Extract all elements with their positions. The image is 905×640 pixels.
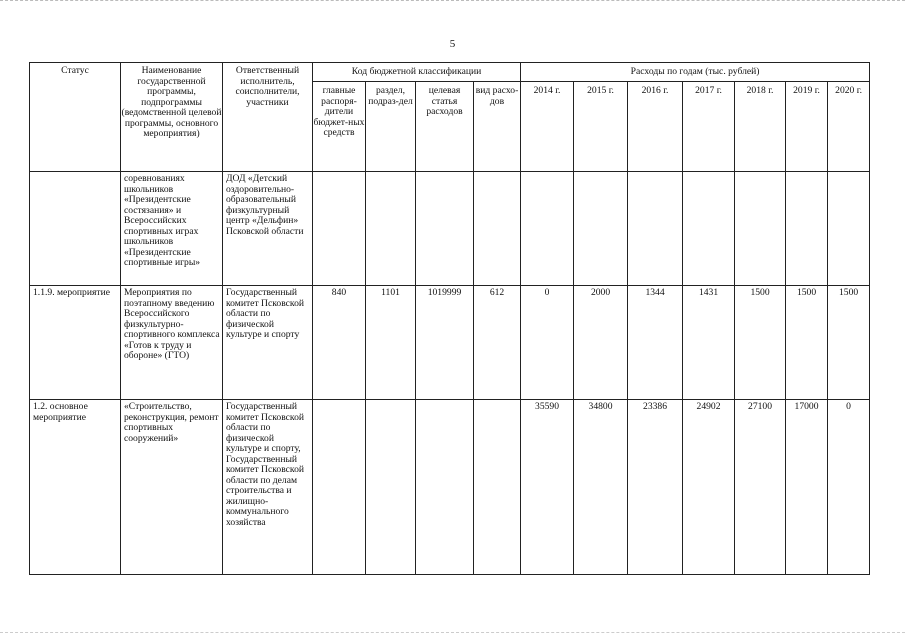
header-year-2014: 2014 г. — [521, 82, 574, 172]
header-responsible: Ответственный исполнитель, соисполнители, участники — [223, 63, 313, 172]
cell-code-target-article — [416, 400, 474, 575]
cell-code-expense-type: 612 — [474, 286, 521, 400]
cell-2018: 1500 — [735, 286, 786, 400]
cell-2019: 17000 — [786, 400, 828, 575]
cell-code-main-manager — [313, 172, 366, 286]
header-name: Наименование государственной программы, подпрограммы (ведомственной целевой программы, основного мероприятия) — [121, 63, 223, 172]
cell-2020: 0 — [828, 400, 870, 575]
cell-2014: 35590 — [521, 400, 574, 575]
cell-2020: 1500 — [828, 286, 870, 400]
cell-2016: 1344 — [628, 286, 683, 400]
cell-2016 — [628, 172, 683, 286]
cell-code-section: 1101 — [366, 286, 416, 400]
header-year-2019: 2019 г. — [786, 82, 828, 172]
cell-2018: 27100 — [735, 400, 786, 575]
budget-table — [29, 62, 870, 575]
header-year-2020: 2020 г. — [828, 82, 870, 172]
cell-2017 — [683, 172, 735, 286]
table-row — [30, 172, 870, 286]
header-year-2016: 2016 г. — [628, 82, 683, 172]
cell-code-expense-type — [474, 172, 521, 286]
table-row — [30, 400, 870, 575]
cell-code-section — [366, 400, 416, 575]
header-year-2017: 2017 г. — [683, 82, 735, 172]
cell-name: «Строительство, реконструкция, ремонт спортивных сооружений» — [121, 400, 223, 575]
cell-name: соревнованиях школьников «Президентские состязания» и Всероссийских спортивных играх школьников «Президентские спортивные игры» — [121, 172, 223, 286]
cell-status — [30, 172, 121, 286]
header-row-top — [30, 63, 870, 82]
header-code-expense-type: вид расхо-дов — [474, 82, 521, 172]
header-year-2015: 2015 г. — [574, 82, 628, 172]
page-number: 5 — [449, 38, 456, 50]
cell-name: Мероприятия по поэтапному введению Всероссийского физкультурно-спортивного комплекса «Готов к труду и обороне» (ГТО) — [121, 286, 223, 400]
cell-2015: 2000 — [574, 286, 628, 400]
cell-2017: 1431 — [683, 286, 735, 400]
scan-edge-top — [0, 0, 905, 2]
cell-2018 — [735, 172, 786, 286]
cell-status: 1.1.9. мероприятие — [30, 286, 121, 400]
cell-2014 — [521, 172, 574, 286]
cell-responsible: ДОД «Детский оздоровительно-образовательный физкультурный центр «Дельфин» Псковской области — [223, 172, 313, 286]
cell-code-target-article: 1019999 — [416, 286, 474, 400]
cell-2019 — [786, 172, 828, 286]
header-year-2018: 2018 г. — [735, 82, 786, 172]
cell-code-expense-type — [474, 400, 521, 575]
cell-code-main-manager: 840 — [313, 286, 366, 400]
cell-code-target-article — [416, 172, 474, 286]
cell-responsible: Государственный комитет Псковской области по физической культуре и спорту — [223, 286, 313, 400]
header-budget-code: Код бюджетной классификации — [313, 63, 521, 82]
cell-2016: 23386 — [628, 400, 683, 575]
header-code-main-manager: главные распоря-дители бюджет-ных средств — [313, 82, 366, 172]
header-expenses-by-year: Расходы по годам (тыс. рублей) — [521, 63, 870, 82]
cell-2014: 0 — [521, 286, 574, 400]
header-code-section: раздел, подраз-дел — [366, 82, 416, 172]
cell-2015: 34800 — [574, 400, 628, 575]
header-code-target-article: целевая статья расходов — [416, 82, 474, 172]
cell-2015 — [574, 172, 628, 286]
cell-status: 1.2. основное мероприятие — [30, 400, 121, 575]
cell-responsible: Государственный комитет Псковской области по физической культуре и спорту, Государственный комитет Псковской области по делам строительства и жилищно-коммунального хозяйства — [223, 400, 313, 575]
table-row — [30, 286, 870, 400]
cell-2020 — [828, 172, 870, 286]
cell-code-section — [366, 172, 416, 286]
cell-2019: 1500 — [786, 286, 828, 400]
scan-edge-bottom — [0, 632, 905, 634]
header-status: Статус — [30, 63, 121, 172]
cell-2017: 24902 — [683, 400, 735, 575]
cell-code-main-manager — [313, 400, 366, 575]
